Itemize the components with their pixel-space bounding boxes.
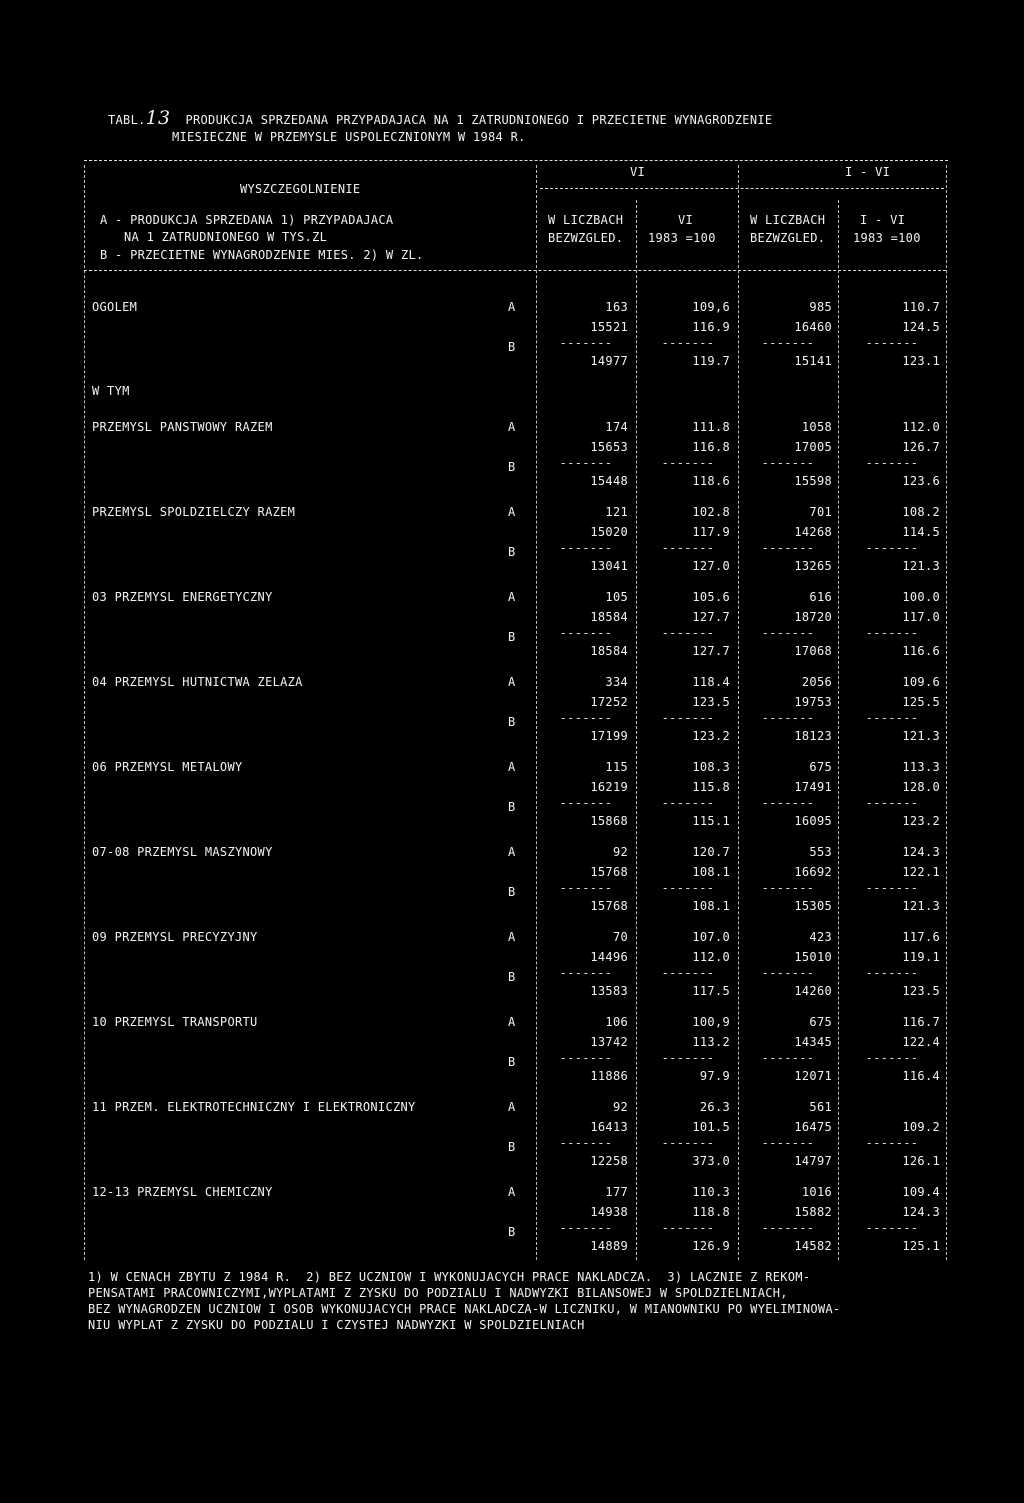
row-letter-b: B <box>508 1140 516 1154</box>
fraction-rule: ------- <box>559 796 613 810</box>
fraction-rule: ------- <box>761 881 815 895</box>
cell-b-denominator: 119.7 <box>692 354 730 368</box>
cell-b-numerator: 114.5 <box>902 525 940 539</box>
cell-b-denominator: 123.5 <box>902 984 940 998</box>
cell-b-denominator: 15598 <box>794 474 832 488</box>
row-letter-b: B <box>508 545 516 559</box>
cell-b-denominator: 127.0 <box>692 559 730 573</box>
fraction-rule: ------- <box>865 966 919 980</box>
cell-a: 423 <box>809 930 832 944</box>
rule-left <box>84 165 85 1260</box>
row-letter-b: B <box>508 460 516 474</box>
header-bottom-rule <box>84 270 946 271</box>
cell-a: 108.3 <box>692 760 730 774</box>
fraction-rule: ------- <box>661 1221 715 1235</box>
cell-b-numerator: 117.0 <box>902 610 940 624</box>
header-subrule <box>540 188 944 189</box>
footnote-line-4: NIU WYPLAT Z ZYSKU DO PODZIALU I CZYSTEJ NADWYZKI W SPOLDZIELNIACH <box>88 1318 585 1332</box>
cell-b-denominator: 14260 <box>794 984 832 998</box>
cell-a: 112.0 <box>902 420 940 434</box>
cell-a: 1016 <box>801 1185 832 1199</box>
cell-b-denominator: 14889 <box>590 1239 628 1253</box>
cell-b-numerator: 15521 <box>590 320 628 334</box>
fraction-rule: ------- <box>761 336 815 350</box>
fraction-rule: ------- <box>559 966 613 980</box>
header-period-vi: VI <box>630 165 646 179</box>
cell-a: 92 <box>612 1100 628 1114</box>
rule-col-3 <box>738 165 739 1260</box>
col4-2: 1983 =100 <box>853 231 921 245</box>
row-letter-b: B <box>508 885 516 899</box>
cell-a: 561 <box>809 1100 832 1114</box>
fraction-rule: ------- <box>865 456 919 470</box>
cell-b-denominator: 126.9 <box>692 1239 730 1253</box>
w-tym-label: W TYM <box>92 384 130 398</box>
cell-b-denominator: 123.2 <box>692 729 730 743</box>
row-label: PRZEMYSL PANSTWOWY RAZEM <box>92 420 273 434</box>
row-letter-a: A <box>508 1185 516 1199</box>
cell-a: 108.2 <box>902 505 940 519</box>
row-letter-b: B <box>508 1055 516 1069</box>
cell-b-numerator: 17252 <box>590 695 628 709</box>
cell-b-numerator: 123.5 <box>692 695 730 709</box>
cell-b-numerator: 19753 <box>794 695 832 709</box>
cell-a: 115 <box>605 760 628 774</box>
cell-a: 100,9 <box>692 1015 730 1029</box>
cell-a: 100.0 <box>902 590 940 604</box>
cell-b-denominator: 121.3 <box>902 559 940 573</box>
cell-b-denominator: 121.3 <box>902 729 940 743</box>
fraction-rule: ------- <box>661 456 715 470</box>
cell-b-denominator: 14977 <box>590 354 628 368</box>
fraction-rule: ------- <box>761 966 815 980</box>
cell-b-denominator: 127.7 <box>692 644 730 658</box>
row-label: 09 PRZEMYSL PRECYZYJNY <box>92 930 258 944</box>
cell-b-numerator: 18720 <box>794 610 832 624</box>
fraction-rule: ------- <box>761 711 815 725</box>
footnote-line-3: BEZ WYNAGRODZEN UCZNIOW I OSOB WYKONUJACYCH PRACE NAKLADCZA-W LICZNIKU, W MIANOWNIKU PO WYELIMINOWA- <box>88 1302 841 1316</box>
row-label: 10 PRZEMYSL TRANSPORTU <box>92 1015 258 1029</box>
col-rel-1: VI <box>678 213 694 227</box>
cell-b-denominator: 123.2 <box>902 814 940 828</box>
fraction-rule: ------- <box>661 1051 715 1065</box>
cell-b-denominator: 14582 <box>794 1239 832 1253</box>
cell-b-numerator: 16475 <box>794 1120 832 1134</box>
footnotes <box>88 1269 840 1333</box>
cell-a: 118.4 <box>692 675 730 689</box>
cell-b-numerator: 119.1 <box>902 950 940 964</box>
cell-a: 92 <box>612 845 628 859</box>
fraction-rule: ------- <box>661 626 715 640</box>
legend-a-1: A - PRODUKCJA SPRZEDANA 1) PRZYPADAJACA <box>100 213 394 227</box>
cell-b-numerator: 112.0 <box>692 950 730 964</box>
table-prefix: TABL. <box>108 113 146 127</box>
cell-b-numerator: 18584 <box>590 610 628 624</box>
cell-a: 121 <box>605 505 628 519</box>
cell-b-denominator: 14797 <box>794 1154 832 1168</box>
row-letter-b: B <box>508 715 516 729</box>
row-label: 07-08 PRZEMYSL MASZYNOWY <box>92 845 273 859</box>
cell-a: 110.3 <box>692 1185 730 1199</box>
legend-b: B - PRZECIETNE WYNAGRODZENIE MIES. 2) W ZL. <box>100 248 424 262</box>
cell-b-denominator: 123.1 <box>902 354 940 368</box>
header-period-i-vi: I - VI <box>845 165 891 179</box>
row-letter-a: A <box>508 300 516 314</box>
cell-a: 111.8 <box>692 420 730 434</box>
col3-2: BEZWZGLED. <box>750 231 826 245</box>
cell-b-numerator: 124.3 <box>902 1205 940 1219</box>
fraction-rule: ------- <box>661 881 715 895</box>
cell-b-denominator: 97.9 <box>699 1069 730 1083</box>
cell-b-denominator: 121.3 <box>902 899 940 913</box>
cell-b-numerator: 15010 <box>794 950 832 964</box>
cell-b-denominator: 11886 <box>590 1069 628 1083</box>
cell-b-denominator: 115.1 <box>692 814 730 828</box>
cell-b-denominator: 12258 <box>590 1154 628 1168</box>
cell-b-denominator: 373.0 <box>692 1154 730 1168</box>
cell-b-numerator: 116.8 <box>692 440 730 454</box>
rule-right <box>946 165 947 1260</box>
row-label: 03 PRZEMYSL ENERGETYCZNY <box>92 590 273 604</box>
cell-a: 109.6 <box>902 675 940 689</box>
row-letter-a: A <box>508 505 516 519</box>
cell-a: 174 <box>605 420 628 434</box>
row-letter-a: A <box>508 930 516 944</box>
row-label: OGOLEM <box>92 300 138 314</box>
cell-b-numerator: 117.9 <box>692 525 730 539</box>
cell-b-numerator: 126.7 <box>902 440 940 454</box>
cell-a: 109.4 <box>902 1185 940 1199</box>
rule-col-4 <box>838 200 839 1260</box>
cell-b-denominator: 18584 <box>590 644 628 658</box>
col3-1: W LICZBACH <box>750 213 826 227</box>
cell-b-numerator: 113.2 <box>692 1035 730 1049</box>
row-letter-a: A <box>508 760 516 774</box>
fraction-rule: ------- <box>559 881 613 895</box>
cell-b-numerator: 116.9 <box>692 320 730 334</box>
cell-a: 163 <box>605 300 628 314</box>
cell-a: 985 <box>809 300 832 314</box>
fraction-rule: ------- <box>661 1136 715 1150</box>
cell-b-numerator: 124.5 <box>902 320 940 334</box>
cell-a: 701 <box>809 505 832 519</box>
cell-b-denominator: 13583 <box>590 984 628 998</box>
row-letter-a: A <box>508 590 516 604</box>
cell-b-denominator: 118.6 <box>692 474 730 488</box>
row-letter-a: A <box>508 845 516 859</box>
row-label: 11 PRZEM. ELEKTROTECHNICZNY I ELEKTRONICZNY <box>92 1100 416 1114</box>
cell-b-numerator: 14496 <box>590 950 628 964</box>
table-title <box>108 107 773 146</box>
cell-b-denominator: 117.5 <box>692 984 730 998</box>
row-label: 06 PRZEMYSL METALOWY <box>92 760 243 774</box>
col4-1: I - VI <box>860 213 906 227</box>
fraction-rule: ------- <box>661 336 715 350</box>
header-wyszczegolnienie: WYSZCZEGOLNIENIE <box>240 182 361 196</box>
cell-a: 105.6 <box>692 590 730 604</box>
fraction-rule: ------- <box>761 1136 815 1150</box>
cell-a: 334 <box>605 675 628 689</box>
cell-b-denominator: 15305 <box>794 899 832 913</box>
row-letter-b: B <box>508 800 516 814</box>
cell-a: 177 <box>605 1185 628 1199</box>
row-letter-a: A <box>508 420 516 434</box>
table-number: 13 <box>145 107 171 129</box>
legend-a-2: NA 1 ZATRUDNIONEGO W TYS.ZL <box>124 230 328 244</box>
rule-col-1 <box>536 165 537 1260</box>
cell-b-numerator: 16692 <box>794 865 832 879</box>
cell-b-numerator: 16413 <box>590 1120 628 1134</box>
cell-b-numerator: 14938 <box>590 1205 628 1219</box>
row-letter-a: A <box>508 1015 516 1029</box>
cell-b-denominator: 126.1 <box>902 1154 940 1168</box>
fraction-rule: ------- <box>865 1136 919 1150</box>
cell-a: 675 <box>809 760 832 774</box>
fraction-rule: ------- <box>761 1221 815 1235</box>
cell-b-numerator: 127.7 <box>692 610 730 624</box>
cell-a: 616 <box>809 590 832 604</box>
cell-a: 116.7 <box>902 1015 940 1029</box>
fraction-rule: ------- <box>559 456 613 470</box>
cell-b-numerator: 125.5 <box>902 695 940 709</box>
cell-b-numerator: 108.1 <box>692 865 730 879</box>
fraction-rule: ------- <box>865 626 919 640</box>
cell-b-numerator: 118.8 <box>692 1205 730 1219</box>
col-abs-1: W LICZBACH <box>548 213 624 227</box>
cell-a: 120.7 <box>692 845 730 859</box>
row-letter-b: B <box>508 970 516 984</box>
cell-b-numerator: 15882 <box>794 1205 832 1219</box>
fraction-rule: ------- <box>761 626 815 640</box>
cell-b-numerator: 14268 <box>794 525 832 539</box>
row-letter-a: A <box>508 1100 516 1114</box>
cell-b-denominator: 13265 <box>794 559 832 573</box>
row-letter-b: B <box>508 340 516 354</box>
cell-b-numerator: 15020 <box>590 525 628 539</box>
fraction-rule: ------- <box>559 541 613 555</box>
cell-a: 110.7 <box>902 300 940 314</box>
cell-b-numerator: 122.1 <box>902 865 940 879</box>
rule-col-2 <box>636 200 637 1260</box>
cell-a: 106 <box>605 1015 628 1029</box>
cell-b-denominator: 16095 <box>794 814 832 828</box>
cell-a: 124.3 <box>902 845 940 859</box>
cell-b-numerator: 13742 <box>590 1035 628 1049</box>
cell-a: 105 <box>605 590 628 604</box>
cell-b-denominator: 18123 <box>794 729 832 743</box>
cell-a: 113.3 <box>902 760 940 774</box>
cell-b-denominator: 123.6 <box>902 474 940 488</box>
cell-b-numerator: 122.4 <box>902 1035 940 1049</box>
footnote-line-1: 1) W CENACH ZBYTU Z 1984 R. 2) BEZ UCZNIOW I WYKONUJACYCH PRACE NAKLADCZA. 3) LACZNIE Z REKOM- <box>88 1270 811 1284</box>
cell-b-denominator: 15868 <box>590 814 628 828</box>
cell-b-numerator: 16460 <box>794 320 832 334</box>
fraction-rule: ------- <box>761 796 815 810</box>
cell-b-denominator: 17068 <box>794 644 832 658</box>
fraction-rule: ------- <box>559 336 613 350</box>
fraction-rule: ------- <box>761 1051 815 1065</box>
col-rel-2: 1983 =100 <box>648 231 716 245</box>
cell-a: 70 <box>612 930 628 944</box>
cell-a: 553 <box>809 845 832 859</box>
fraction-rule: ------- <box>559 626 613 640</box>
cell-b-denominator: 116.6 <box>902 644 940 658</box>
fraction-rule: ------- <box>559 711 613 725</box>
fraction-rule: ------- <box>559 1221 613 1235</box>
cell-a: 109,6 <box>692 300 730 314</box>
fraction-rule: ------- <box>865 796 919 810</box>
fraction-rule: ------- <box>865 541 919 555</box>
cell-b-numerator: 115.8 <box>692 780 730 794</box>
cell-b-denominator: 17199 <box>590 729 628 743</box>
cell-b-numerator: 15653 <box>590 440 628 454</box>
cell-a: 107.0 <box>692 930 730 944</box>
title-line-2: MIESIECZNE W PRZEMYSLE USPOLECZNIONYM W 1984 R. <box>172 130 526 144</box>
footnote-line-2: PENSATAMI PRACOWNICZYMI,WYPLATAMI Z ZYSKU DO PODZIALU I NADWYZKI BILANSOWEJ W SPOLDZIELNIACH, <box>88 1286 788 1300</box>
fraction-rule: ------- <box>559 1136 613 1150</box>
fraction-rule: ------- <box>661 796 715 810</box>
cell-b-numerator: 17005 <box>794 440 832 454</box>
cell-b-denominator: 15448 <box>590 474 628 488</box>
fraction-rule: ------- <box>661 711 715 725</box>
cell-b-denominator: 125.1 <box>902 1239 940 1253</box>
cell-a: 102.8 <box>692 505 730 519</box>
row-letter-b: B <box>508 630 516 644</box>
fraction-rule: ------- <box>865 336 919 350</box>
fraction-rule: ------- <box>865 1221 919 1235</box>
row-letter-a: A <box>508 675 516 689</box>
cell-b-numerator: 15768 <box>590 865 628 879</box>
cell-b-denominator: 12071 <box>794 1069 832 1083</box>
cell-a: 2056 <box>801 675 832 689</box>
cell-a: 26.3 <box>699 1100 730 1114</box>
fraction-rule: ------- <box>761 456 815 470</box>
cell-a: 675 <box>809 1015 832 1029</box>
row-label: PRZEMYSL SPOLDZIELCZY RAZEM <box>92 505 296 519</box>
cell-b-numerator: 128.0 <box>902 780 940 794</box>
cell-b-numerator: 14345 <box>794 1035 832 1049</box>
fraction-rule: ------- <box>761 541 815 555</box>
row-letter-b: B <box>508 1225 516 1239</box>
cell-b-denominator: 15141 <box>794 354 832 368</box>
fraction-rule: ------- <box>661 966 715 980</box>
cell-b-numerator: 17491 <box>794 780 832 794</box>
fraction-rule: ------- <box>559 1051 613 1065</box>
title-line-1: PRODUKCJA SPRZEDANA PRZYPADAJACA NA 1 ZATRUDNIONEGO I PRZECIETNE WYNAGRODZENIE <box>185 113 773 127</box>
cell-b-numerator: 101.5 <box>692 1120 730 1134</box>
row-label: 04 PRZEMYSL HUTNICTWA ZELAZA <box>92 675 303 689</box>
cell-b-numerator: 109.2 <box>902 1120 940 1134</box>
fraction-rule: ------- <box>865 1051 919 1065</box>
cell-b-denominator: 13041 <box>590 559 628 573</box>
fraction-rule: ------- <box>865 881 919 895</box>
cell-b-numerator: 16219 <box>590 780 628 794</box>
fraction-rule: ------- <box>865 711 919 725</box>
fraction-rule: ------- <box>661 541 715 555</box>
cell-a: 117.6 <box>902 930 940 944</box>
row-label: 12-13 PRZEMYSL CHEMICZNY <box>92 1185 273 1199</box>
col-abs-2: BEZWZGLED. <box>548 231 624 245</box>
cell-b-denominator: 116.4 <box>902 1069 940 1083</box>
cell-b-denominator: 108.1 <box>692 899 730 913</box>
cell-a: 1058 <box>801 420 832 434</box>
cell-b-denominator: 15768 <box>590 899 628 913</box>
